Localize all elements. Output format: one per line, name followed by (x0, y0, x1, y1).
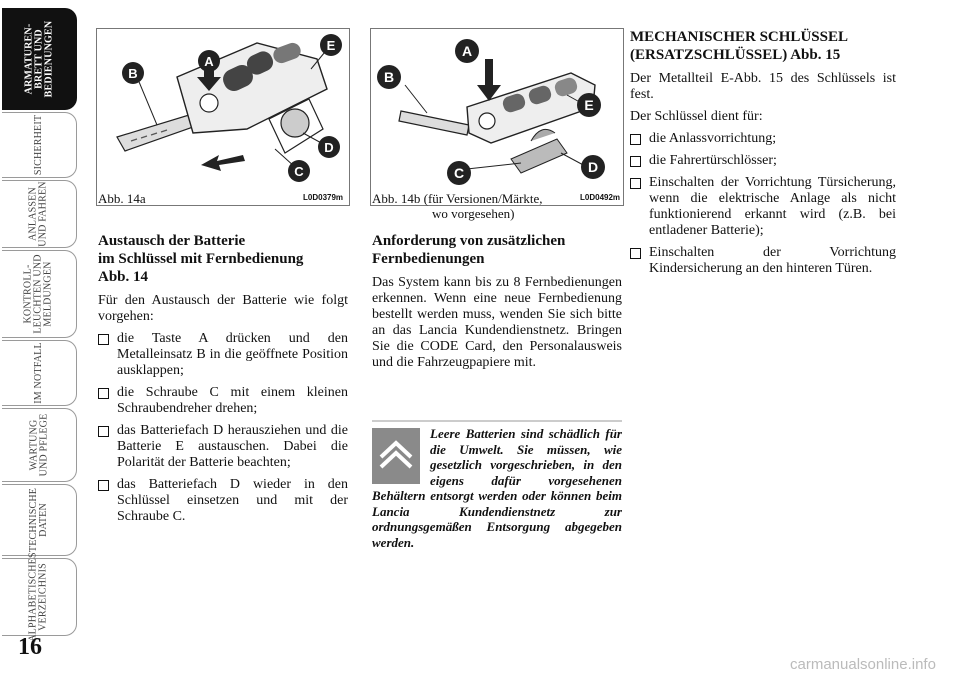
key-battery-illustration (97, 29, 349, 205)
list-item: die Schraube C mit einem kleinen Schraubendreher drehen; (98, 385, 348, 417)
fig-b-label-d: D (587, 159, 599, 175)
tab-verzeichnis[interactable] (2, 552, 77, 642)
column-mechanical-key (630, 28, 896, 283)
list-item: Einschalten der Vorrichtung Türsicherung, wenn die elektrische Anlage als nicht funktionierend erkannt wird (z.B. bei entladener Batterie); (630, 175, 896, 239)
tab-technische-daten[interactable] (2, 484, 77, 556)
list-item: die Taste A drücken und den Metalleinsatz B in die geöffnete Position ausklappen; (98, 331, 348, 379)
tab-im-notfall[interactable] (2, 340, 77, 406)
paragraph: Der Metallteil E-Abb. 15 des Schlüssels ist fest. (630, 71, 896, 102)
tab-sicherheit[interactable] (2, 112, 77, 178)
tab-label: ANLASSEN UND FAHREN (28, 181, 49, 247)
fig-b-label-e: E (584, 97, 594, 113)
column-battery-replacement (98, 232, 348, 531)
chapter-sidebar (0, 0, 80, 640)
tab-label: WARTUNG UND PFLEGE (28, 413, 49, 477)
checkbox-bullet-icon (630, 156, 641, 167)
fig-b-label-c: C (453, 165, 465, 181)
body-text: Das System kann bis zu 8 Fernbedienungen erkennen. Wenn eine neue Fernbedienung bestellt werden muss, wenden Sie sich bitte an das Lancia Kundendienstnetz. Bringen Sie die CODE Card, den Personalausweis und die Fahrzeugpapiere mit. (372, 275, 622, 370)
figure-14a-code: L0D0379m (303, 193, 344, 202)
fig-a-label-e: E (326, 38, 336, 53)
checkbox-bullet-icon (98, 480, 109, 491)
tab-label: TECHNISCHE DATEN (27, 487, 49, 553)
column-additional-remotes (372, 232, 622, 377)
checkbox-bullet-icon (98, 426, 109, 437)
figure-14b-code: L0D0492m (580, 193, 621, 202)
tab-kontrollleuchten[interactable] (2, 250, 77, 338)
intro-text: Für den Austausch der Batterie wie folgt vorgehen: (98, 293, 348, 324)
tab-wartung[interactable] (2, 408, 77, 482)
figure-14b-caption-line2: wo vorgesehen) (432, 206, 515, 221)
checkbox-bullet-icon (98, 334, 109, 345)
key-battery-illustration-b (371, 29, 623, 205)
fig-a-label-a: A (204, 54, 214, 69)
tab-label: IM NOTFALL (33, 342, 44, 404)
fig-a-label-b: B (128, 66, 138, 81)
fig-a-label-c: C (294, 164, 304, 179)
figure-14a-caption: Abb. 14a (98, 191, 146, 206)
list-item: Einschalten der Vorrichtung Kindersicherung an den hinteren Türen. (630, 245, 896, 277)
figure-14b-caption-line1: Abb. 14b (für Versionen/Märkte, (372, 191, 543, 206)
checkbox-bullet-icon (98, 388, 109, 399)
checkbox-bullet-icon (630, 178, 641, 189)
checkbox-bullet-icon (630, 134, 641, 145)
tab-label: ALPHABETISCHES VERZEICHNIS (28, 552, 50, 642)
fig-b-label-b: B (383, 69, 395, 85)
tab-armaturenbrett[interactable] (2, 8, 77, 110)
tab-label: SICHERHEIT (33, 114, 44, 176)
section-heading: MECHANISCHER SCHLÜSSEL (ERSATZSCHLÜSSEL) Abb. 15 (630, 29, 848, 63)
paragraph: Der Schlüssel dient für: (630, 109, 763, 124)
tab-label: KONTROLL- LEUCHTEN UND MELDUNGEN (23, 254, 54, 334)
note-text: Leere Batterien sind schädlich für die Umwelt. Sie müssen, wie gesetzlich vorgeschrieben, in den eigens dafür vorgesehenen Behältern entsorgt werden oder können beim Lancia Kundendienstnetz zur ordnungsgemäßen Entsorgung abgegeben werden. (372, 426, 622, 550)
section-heading: Austausch der Batterie im Schlüssel mit Fernbedienung Abb. 14 (98, 233, 304, 285)
tab-label: ARMATUREN- BRETT UND BEDIENUNGEN (23, 20, 55, 98)
environment-note (372, 426, 622, 550)
tab-anlassen[interactable] (2, 180, 77, 248)
list-item: die Fahrertürschlösser; (630, 153, 896, 169)
figure-14b (370, 28, 624, 206)
recycle-chevron-icon (372, 428, 420, 484)
watermark: carmanualsonline.info (790, 656, 936, 673)
note-divider-top (372, 420, 622, 422)
page-number: 16 (18, 634, 42, 660)
section-heading: Anforderung von zusätzlichen Fernbedienungen (372, 233, 566, 267)
figure-14a (96, 28, 350, 206)
list-item: die Anlassvorrichtung; (630, 131, 896, 147)
fig-a-label-d: D (324, 140, 334, 155)
list-item: das Batteriefach D herausziehen und die Batterie E austauschen. Dabei die Polarität der Batterie beachten; (98, 423, 348, 471)
list-item: das Batteriefach D wieder in den Schlüssel einsetzen und mit der Schraube C. (98, 477, 348, 525)
checkbox-bullet-icon (630, 248, 641, 259)
fig-b-label-a: A (461, 43, 473, 59)
